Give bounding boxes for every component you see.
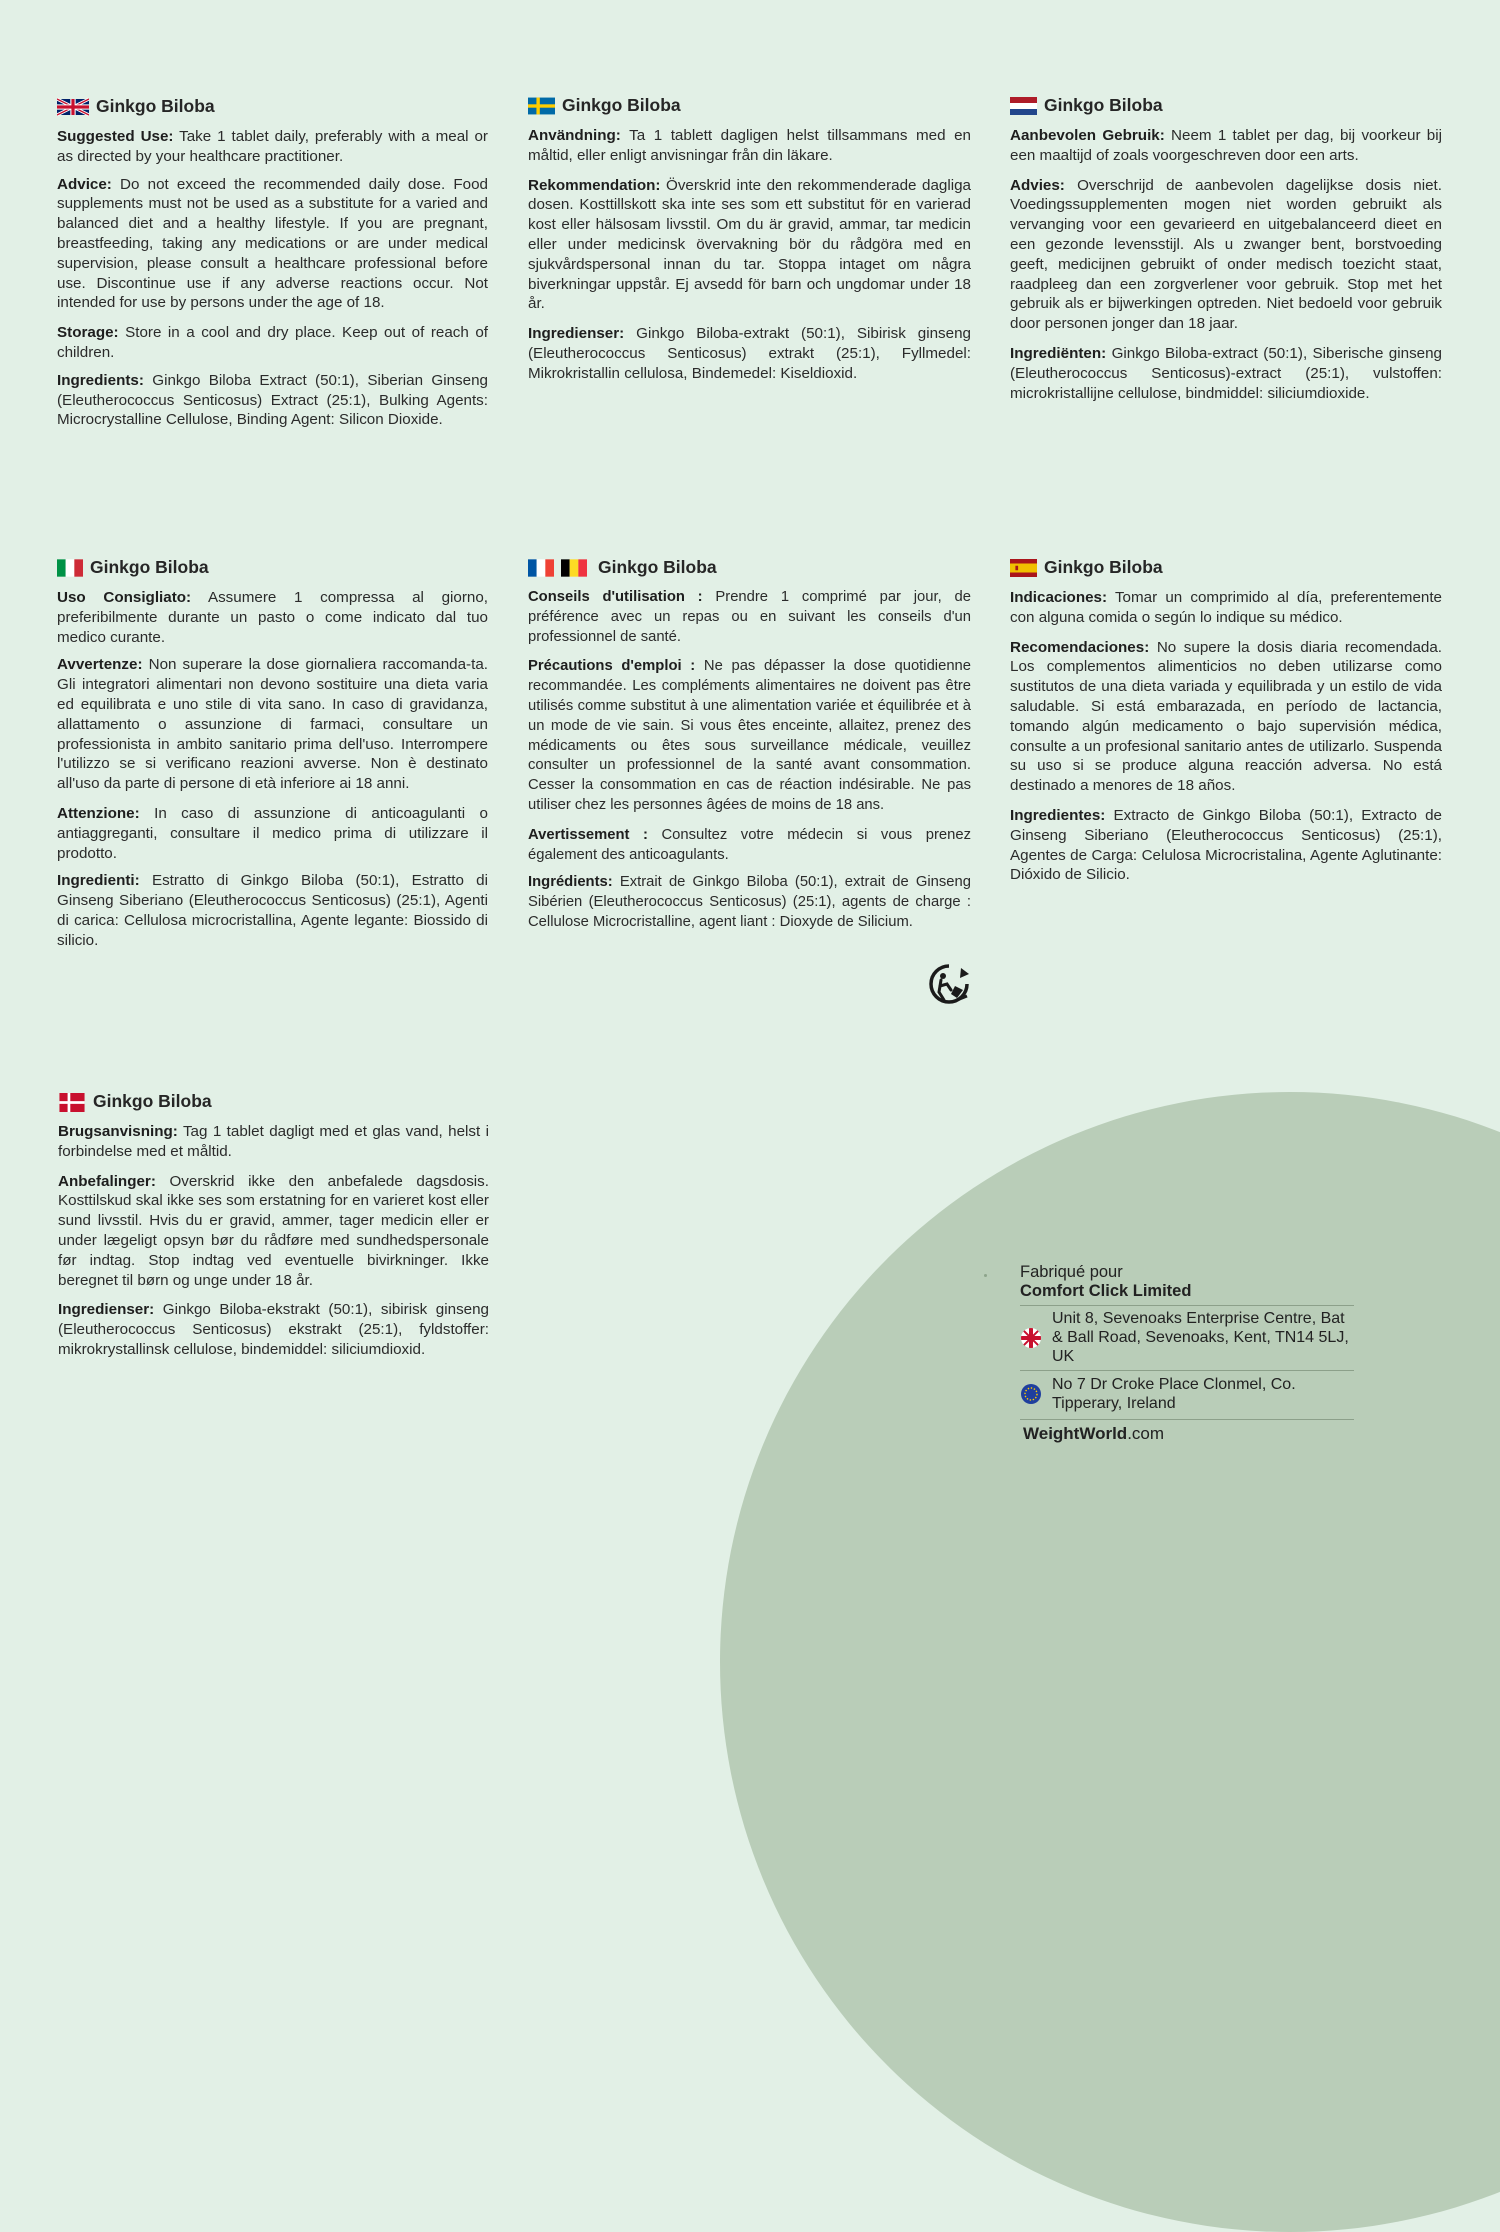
use-label: Brugsanvisning:	[58, 1123, 178, 1140]
uk-address-row	[1020, 1306, 1354, 1370]
warning-label: Avertissement :	[528, 826, 648, 843]
ingredients-text: Estratto di Ginkgo Biloba (50:1), Estratto di Ginseng Siberiano (Eleutherococcus Senticosus) (25:1), Agenti di carica: Cellulosa microcristallina, Agente legante: Biossido di silicio.	[57, 872, 488, 949]
advice-label: Précautions d'emploi :	[528, 658, 696, 675]
product-title: Ginkgo Biloba	[598, 557, 717, 578]
ingredients-label: Ingredienser:	[58, 1301, 155, 1319]
ingredients-label: Ingrédients:	[528, 874, 613, 891]
advice-text: Ne pas dépasser la dose quotidienne recommandée. Les compléments alimentaires ne doivent pas être utilisés comme substitut à une alimentation variée et équilibrée et à un mode de vie sain. Si vous êtes enceinte, allaitez, prenez des médicaments ou êtes sous surveillance médicale, veuillez consulter un professionnel de la santé avant consommation. Cesser la consommation en cas de réaction indésirable. Ne pas utiliser chez les personnes âgées de moins de 18 ans.	[528, 658, 972, 813]
section-italian	[57, 557, 488, 959]
section-english	[57, 96, 488, 438]
section-spanish	[1010, 557, 1442, 893]
uk-flag-icon	[57, 97, 89, 117]
advice-text: Överskrid inte den rekommenderade dagliga dosen. Kosttillskott ska inte ses som ett substitut för en varierad kost eller hälsosam livsstil. Om du är gravid, ammar, tar medicin eller under medicinsk övervakning bör du rådgöra med en sjukvårdspersonal innan du tar. Stoppa intaget om några biverkningar uppstår. Ej avsedd för barn och ungdomar under 18 år.	[528, 176, 971, 313]
section-heading	[57, 96, 488, 118]
manufacturer-info	[1020, 1263, 1354, 1443]
use-text: Ta 1 tablett dagligen helst tillsammans med en måltid, eller enligt anvisningar från din läkare.	[528, 127, 971, 164]
ingredients-label: Ingredientes:	[1010, 806, 1106, 824]
storage-label: Storage:	[57, 324, 119, 342]
advice-label: Avvertenze:	[57, 656, 143, 674]
warning-text: Consultez votre médecin si vous prenez également des anticoagulants.	[528, 826, 971, 863]
use-text: Assumere 1 compressa al giorno, preferibilmente durante un pasto o come indicato dal tuo medico curante.	[57, 589, 489, 646]
advice-label: Anbefalinger:	[58, 1172, 156, 1190]
uk-flag-icon	[1020, 1327, 1042, 1349]
netherlands-flag-icon	[1010, 97, 1037, 115]
use-label: Conseils d'utilisation :	[528, 589, 703, 605]
use-label: Uso Consigliato:	[57, 589, 192, 606]
use-label: Suggested Use:	[57, 128, 174, 145]
brand-name: WeightWorld	[1023, 1424, 1128, 1443]
eu-flag-icon	[1020, 1383, 1042, 1405]
product-title: Ginkgo Biloba	[562, 95, 681, 116]
warning-text: In caso di assunzione di anticoagulanti o antiaggreganti, consultare il medico prima di utilizzare il prodotto.	[57, 804, 488, 862]
ingredients-label: Ingredients:	[57, 371, 144, 389]
use-text: Take 1 tablet daily, preferably with a meal or as directed by your healthcare practitioner.	[57, 128, 488, 165]
ingredients-label: Ingredienti:	[57, 872, 140, 890]
triman-recycling-icon	[927, 962, 973, 1011]
product-title: Ginkgo Biloba	[1044, 95, 1163, 116]
ingredients-text: Ginkgo Biloba-extract (50:1), Siberische ginseng (Eleutherococcus Senticosus)-extract (25:1), vulstoffen: microkristallijne cellulose, bindmiddel: siliciumdioxide.	[1010, 344, 1442, 402]
advice-label: Rekommendation:	[528, 176, 661, 194]
use-label: Användning:	[528, 127, 621, 144]
belgium-flag-icon	[561, 559, 587, 577]
section-heading	[1010, 557, 1442, 579]
sweden-flag-icon	[528, 97, 555, 115]
section-heading	[58, 1091, 489, 1113]
section-heading	[528, 557, 971, 579]
warning-label: Attenzione:	[57, 804, 140, 822]
uk-address: Unit 8, Sevenoaks Enterprise Centre, Bat & Ball Road, Sevenoaks, Kent, TN14 5LJ, UK	[1052, 1310, 1349, 1365]
advice-text: Non superare la dose giornaliera raccomanda-ta. Gli integratori alimentari non devono sostituire una dieta varia ed equilibrata e uno stile di vita sano. In caso di gravidanza, allattamento o assunzione di farmaci, consultare un professionista in ambito sanitario prima dell'uso. Interrompere l'utilizzo se si verificano reazioni avverse. Non è destinato all'uso da parte di persone di età inferiore ai 18 anni.	[57, 656, 488, 793]
advice-label: Advies:	[1010, 176, 1065, 194]
brand-website[interactable]	[1023, 1424, 1354, 1443]
italy-flag-icon	[57, 559, 83, 577]
company-name: Comfort Click Limited	[1020, 1282, 1192, 1300]
section-heading	[57, 557, 488, 579]
use-text: Prendre 1 comprimé par jour, de préférence avec un repas ou en suivant les conseils d'un professionnel de santé.	[528, 589, 971, 645]
made-for-label: Fabriqué pour	[1020, 1263, 1123, 1281]
product-title: Ginkgo Biloba	[1044, 557, 1163, 578]
decorative-dot	[984, 1274, 987, 1277]
product-title: Ginkgo Biloba	[96, 96, 215, 117]
ingredients-label: Ingredienser:	[528, 325, 625, 343]
advice-label: Recomendaciones:	[1010, 638, 1150, 656]
brand-tld: .com	[1127, 1424, 1165, 1443]
section-french	[528, 557, 971, 941]
storage-text: Store in a cool and dry place. Keep out of reach of children.	[57, 324, 488, 361]
section-danish	[58, 1091, 489, 1368]
ie-address-row	[1020, 1371, 1354, 1419]
ingredients-text: Ginkgo Biloba-ekstrakt (50:1), sibirisk ginseng (Eleutherococcus Senticosus) ekstrakt (25:1), fyldstoffer: mikrokrystallinsk cellulose, bindemiddel: siliciumdioxid.	[58, 1301, 489, 1358]
advice-text: Overskrid ikke den anbefalede dagsdosis. Kosttilskud skal ikke ses som erstatning for en varieret kost eller sund livsstil. Hvis du er gravid, ammer, tager medicin eller er under lægeligt opsyn bør du rådføre med sundhedspersonale før indtag. Stop indtag ved eventuelle bivirkninger. Ikke beregnet til børn og unge under 18 år.	[58, 1172, 489, 1289]
ingredients-text: Ginkgo Biloba Extract (50:1), Siberian Ginseng (Eleutherococcus Senticosus) Extract (25:1), Bulking Agents: Microcrystalline Cellulose, Binding Agent: Silicon Dioxide.	[57, 371, 488, 429]
section-heading	[1010, 95, 1442, 117]
ie-address: No 7 Dr Croke Place Clonmel, Co. Tipperary, Ireland	[1052, 1376, 1296, 1412]
product-title: Ginkgo Biloba	[90, 557, 209, 578]
ingredients-label: Ingrediënten:	[1010, 344, 1107, 362]
france-flag-icon	[528, 559, 554, 577]
section-swedish	[528, 95, 971, 392]
divider	[1020, 1419, 1354, 1420]
use-label: Indicaciones:	[1010, 589, 1108, 606]
spain-flag-icon	[1010, 559, 1037, 577]
ingredients-text: Ginkgo Biloba-extrakt (50:1), Sibirisk ginseng (Eleutherococcus Senticosus) extrakt (25:1), Fyllmedel: Mikrokristallin cellulosa, Bindemedel: Kiseldioxid.	[528, 325, 971, 382]
use-text: Tag 1 tablet dagligt med et glas vand, helst i forbindelse med et måltid.	[58, 1123, 489, 1160]
product-title: Ginkgo Biloba	[93, 1091, 212, 1112]
use-text: Neem 1 tablet per dag, bij voorkeur bij een maaltijd of zoals voorgeschreven door een arts.	[1010, 127, 1442, 164]
denmark-flag-icon	[58, 1093, 86, 1112]
use-text: Tomar un comprimido al día, preferentemente con alguna comida o según lo indique su médico.	[1010, 589, 1442, 626]
section-dutch	[1010, 95, 1442, 411]
advice-text: Overschrijd de aanbevolen dagelijkse dosis niet. Voedingssupplementen mogen niet worden gebruikt als vervanging voor een gevarieerd en uitgebalanceerd dieet en een gezonde levensstijl. Als u zwanger bent, borstvoeding geeft, medicijnen gebruikt of onder medisch toezicht staat, raadpleeg dan een zorgverlener voor gebruik. Stop met het gebruik als er bijwerkingen optreden. Niet bedoeld voor gebruik door personen jonger dan 18 jaar.	[1010, 176, 1442, 333]
ingredients-text: Extrait de Ginkgo Biloba (50:1), extrait de Ginseng Sibérien (Eleutherococcus Senticosus) (25:1), agents de charge : Cellulose Microcristalline, agent liant : Dioxyde de Silicium.	[528, 874, 971, 930]
advice-text: No supere la dosis diaria recomendada. Los complementos alimenticios no deben utilizarse como sustitutos de una dieta variada y equilibrada y un estilo de vida saludable. Si está embarazada, en período de lactancia, tomando algún medicamento o bajo supervisión médica, consulte a un profesional sanitario antes de utilizarlo. Suspenda su uso si se produce alguna reacción adversa. No está destinado a menores de 18 años.	[1010, 638, 1442, 795]
section-heading	[528, 95, 971, 117]
advice-label: Advice:	[57, 175, 112, 193]
advice-text: Do not exceed the recommended daily dose. Food supplements must not be used as a substitute for a varied and balanced diet and a healthy lifestyle. If you are pregnant, breastfeeding, taking any medications or are under medical supervision, please consult a healthcare professional before use. Discontinue use if any adverse reactions occur. Not intended for use by persons under the age of 18.	[57, 175, 488, 312]
use-label: Aanbevolen Gebruik:	[1010, 127, 1165, 144]
ingredients-text: Extracto de Ginkgo Biloba (50:1), Extracto de Ginseng Siberiano (Eleutherococcus Senticosus) (25:1), Agentes de Carga: Celulosa Microcristalina, Agente Aglutinante: Dióxido de Silicio.	[1010, 806, 1442, 884]
